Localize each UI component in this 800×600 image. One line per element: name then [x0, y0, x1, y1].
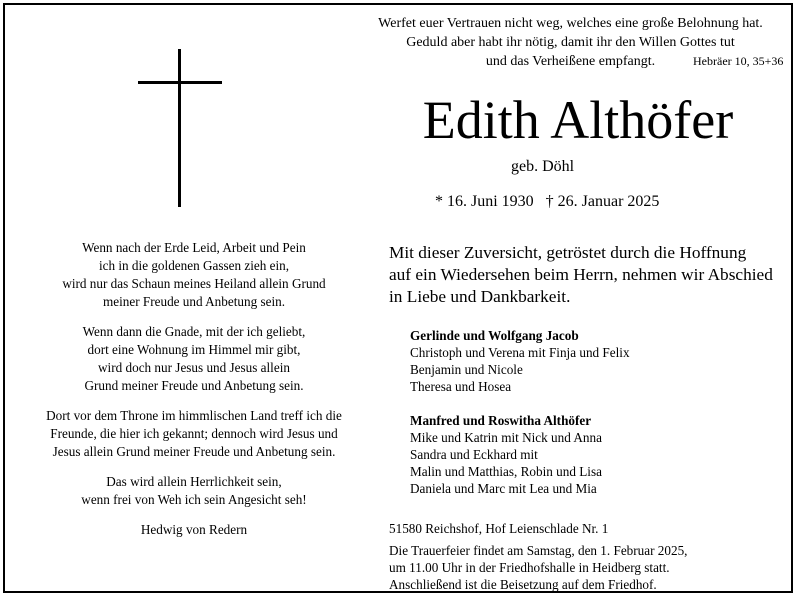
death-date: † 26. Januar 2025: [545, 193, 660, 210]
obituary-notice: [3, 3, 793, 593]
poem-line: Das wird allein Herrlichkeit sein,: [106, 474, 282, 489]
poem: [23, 239, 365, 539]
funeral-line: Die Trauerfeier findet am Samstag, den 1. Februar 2025,: [389, 543, 688, 558]
family-head: Gerlinde und Wolfgang Jacob: [410, 328, 579, 343]
farewell-line: auf ein Wiedersehen beim Herrn, nehmen wir Abschied: [389, 265, 773, 284]
poem-line: wird doch nur Jesus und Jesus allein: [98, 360, 290, 375]
poem-line: wird nur das Schaun meines Heiland allein Grund: [62, 276, 326, 291]
family-member: Malin und Matthias, Robin und Lisa: [410, 464, 602, 479]
mourners-list: [410, 327, 780, 497]
family-member: Benjamin und Nicole: [410, 362, 523, 377]
poem-stanza: [23, 239, 365, 311]
birth-date: * 16. Juni 1930: [435, 193, 534, 210]
poem-line: Jesus allein Grund meiner Freude und Anbetung sein.: [52, 444, 336, 459]
bible-verse-line: Geduld aber habt ihr nötig, damit ihr den Willen Gottes tut: [406, 35, 735, 50]
family-head: Manfred und Roswitha Althöfer: [410, 413, 592, 428]
cross-horizontal-bar: [138, 81, 222, 84]
farewell-line: Mit dieser Zuversicht, getröstet durch die Hoffnung: [389, 243, 747, 262]
maiden-name: geb. Döhl: [511, 158, 575, 175]
bible-verse-line: und das Verheißene empfangt.: [485, 54, 656, 69]
family-member: Daniela und Marc mit Lea und Mia: [410, 481, 597, 496]
poem-line: Wenn dann die Gnade, mit der ich geliebt,: [82, 324, 306, 339]
cross-icon: [138, 49, 224, 209]
deceased-name: Edith Althöfer: [422, 90, 734, 150]
poem-line: Grund meiner Freude und Anbetung sein.: [84, 378, 304, 393]
poem-stanza: [23, 473, 365, 509]
poem-author: Hedwig von Redern: [140, 522, 248, 537]
family-member: Sandra und Eckhard mit: [410, 447, 538, 462]
bible-verse-line: Werfet euer Vertrauen nicht weg, welches eine große Belohnung hat.: [378, 16, 763, 31]
funeral-line: Anschließend ist die Beisetzung auf dem Friedhof.: [389, 577, 657, 592]
bible-verse-reference: Hebräer 10, 35+36: [693, 54, 784, 68]
poem-line: meiner Freude und Anbetung sein.: [102, 294, 286, 309]
family-member: Mike und Katrin mit Nick und Anna: [410, 430, 602, 445]
poem-line: wenn frei von Weh ich sein Angesicht seh!: [81, 492, 307, 507]
family-member: Theresa und Hosea: [410, 379, 512, 394]
funeral-details: [389, 542, 789, 593]
poem-stanza: [23, 323, 365, 395]
poem-stanza: [23, 407, 365, 461]
cross-vertical-bar: [178, 49, 181, 207]
mourning-address: 51580 Reichshof, Hof Leienschlade Nr. 1: [389, 521, 609, 536]
farewell-text: [389, 242, 789, 308]
family-group: [410, 327, 780, 395]
farewell-line: in Liebe und Dankbarkeit.: [389, 287, 571, 306]
poem-line: Freunde, die hier ich gekannt; dennoch wird Jesus und: [50, 426, 338, 441]
family-group: [410, 412, 780, 497]
poem-line: ich in die goldenen Gassen zieh ein,: [98, 258, 290, 273]
poem-line: dort eine Wohnung im Himmel mir gibt,: [87, 342, 301, 357]
family-member: Christoph und Verena mit Finja und Felix: [410, 345, 630, 360]
funeral-line: um 11.00 Uhr in der Friedhofshalle in Heidberg statt.: [389, 560, 670, 575]
poem-line: Dort vor dem Throne im himmlischen Land treff ich die: [46, 408, 342, 423]
life-dates: [435, 191, 715, 213]
poem-line: Wenn nach der Erde Leid, Arbeit und Pein: [82, 240, 306, 255]
